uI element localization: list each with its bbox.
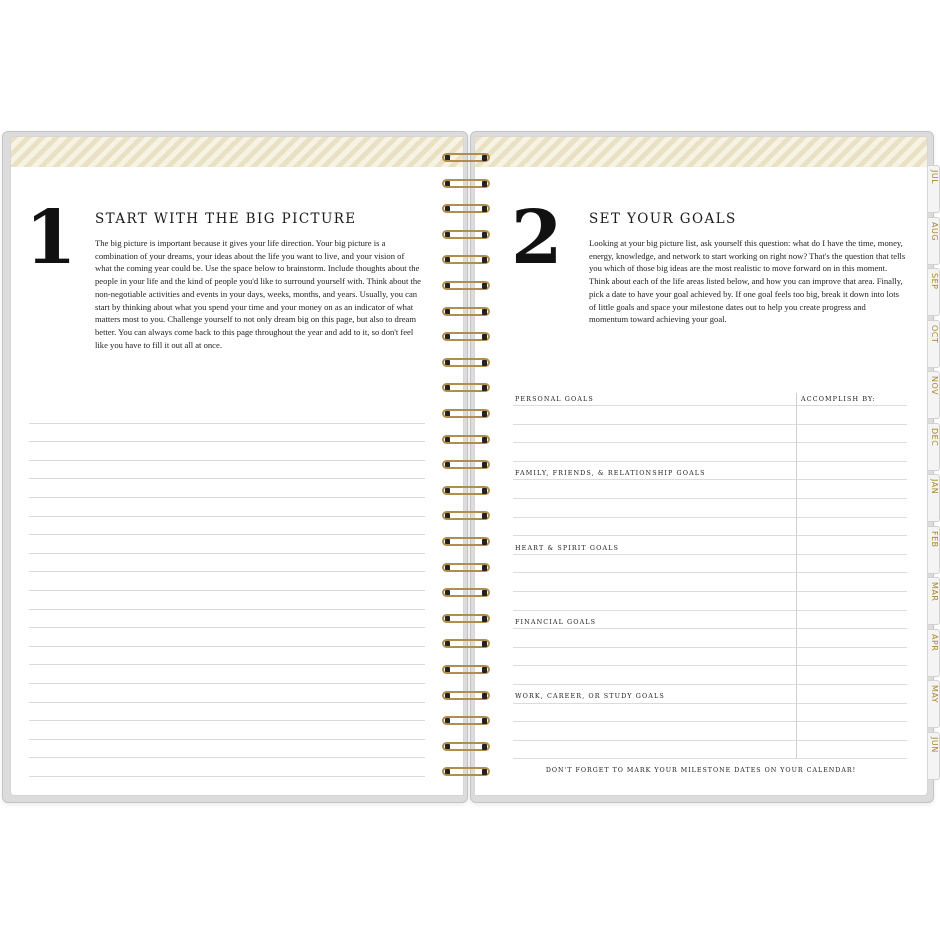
spiral-ring [436,611,496,627]
writing-line [29,665,425,684]
goal-line [513,758,907,759]
goal-line [513,442,907,443]
month-tab-sep[interactable] [928,268,940,316]
month-tab-aug[interactable] [928,217,940,265]
writing-line [29,610,425,629]
writing-line [29,442,425,461]
writing-line [29,572,425,591]
month-tab-label: JUN [930,736,939,753]
month-tab-jul[interactable] [928,165,940,213]
goal-line [513,535,907,536]
writing-line [29,647,425,666]
section-number-2: 2 [511,195,563,281]
month-tab-label: JAN [930,479,939,495]
goal-line [513,479,907,480]
month-tab-label: MAR [930,582,939,602]
month-tab-label: DEC [930,427,939,446]
accomplish-column-divider [796,393,797,759]
writing-line [29,498,425,517]
spiral-ring [436,662,496,678]
left-heading: START WITH THE BIG PICTURE [95,211,357,227]
goal-line [513,665,907,666]
goal-line [513,610,907,611]
spiral-ring [436,432,496,448]
spiral-ring [436,713,496,729]
spiral-ring [436,278,496,294]
spiral-ring [436,764,496,780]
writing-line [29,684,425,703]
goal-line [513,517,907,518]
spiral-ring [436,304,496,320]
spiral-ring [436,534,496,550]
goal-section-label: WORK, CAREER, OR STUDY GOALS [515,692,665,700]
month-tab-label: OCT [930,324,939,343]
writing-line [29,405,425,424]
top-stripe-band [475,137,927,167]
month-tab-label: JUL [930,170,939,185]
goal-line [513,498,907,499]
spiral-ring [436,560,496,576]
month-tab-oct[interactable] [928,320,940,368]
month-tab-label: MAY [930,685,939,704]
month-tab-feb[interactable] [928,526,940,574]
left-body-text: The big picture is important because it gives your life direction. Your big picture is a combination of your dreams, your ideas about the life you want to live, and your vision of what the coming year could be. Use the space below to brainstorm. Include thoughts about the people in your life and the kind of people you'd like to surround yourself with. Think about the non-negotiable activities and events in your days, weeks, months, and years. Usually, you can start by thinking about what you spend your time and your money on as an indicator of what matters most to you. Challenge yourself to not only dream big on this page, but also to dream better. You can always come back to this page throughout the year and add to it, so don't feel like you have to fill it out all at once. [95,238,421,350]
writing-lines [29,405,425,777]
spiral-binding [436,150,496,790]
writing-line [29,461,425,480]
goal-line [513,740,907,741]
month-tab-label: SEP [930,273,939,290]
spiral-ring [436,380,496,396]
goal-line [513,703,907,704]
spiral-ring [436,457,496,473]
goal-line [513,461,907,462]
month-tab-dec[interactable] [928,423,940,471]
goal-line [513,591,907,592]
goal-section-label: FAMILY, FRIENDS, & RELATIONSHIP GOALS [515,469,706,477]
month-tab-label: APR [930,633,939,651]
goal-line [513,554,907,555]
goal-line [513,572,907,573]
month-tab-nov[interactable] [928,371,940,419]
writing-line [29,424,425,443]
writing-line [29,628,425,647]
goal-line [513,684,907,685]
month-tab-may[interactable] [928,680,940,728]
month-tab-apr[interactable] [928,629,940,677]
top-stripe-band [11,137,463,167]
spiral-ring [436,201,496,217]
goal-section-label: PERSONAL GOALS [515,395,594,403]
month-tab-label: NOV [930,376,939,396]
goal-section-label: FINANCIAL GOALS [515,618,597,626]
writing-line [29,479,425,498]
writing-line [29,591,425,610]
goal-line [513,721,907,722]
spiral-ring [436,150,496,166]
spiral-ring [436,252,496,268]
month-tab-label: AUG [930,221,939,241]
spiral-ring [436,636,496,652]
writing-line [29,758,425,777]
month-tab-mar[interactable] [928,577,940,625]
spiral-ring [436,406,496,422]
month-tab-jun[interactable] [928,732,940,780]
spiral-ring [436,739,496,755]
writing-line [29,554,425,573]
goal-line [513,424,907,425]
goal-line [513,628,907,629]
accomplish-by-label: ACCOMPLISH BY: [801,395,876,403]
writing-line [29,517,425,536]
left-page [10,136,464,796]
spiral-ring [436,227,496,243]
spiral-ring [436,483,496,499]
spiral-ring [436,688,496,704]
month-tab-label: FEB [930,530,939,548]
writing-line [29,535,425,554]
right-body-text: Looking at your big picture list, ask yourself this question: what do I have the time, money, energy, knowledge, and network to start working on right now? That's the question that tells you which of those big ideas are the most realistic to move forward on in this moment. Think about each of the life areas listed below, and how you can improve that area. Finally, pick a date to have your goal achieved by. If one goal feels too big, break it down into lots of little goals and space your milestone dates out to help you create progress and momentum toward achieving your goal. [589,238,906,325]
goal-line [513,405,907,406]
right-page [474,136,928,796]
right-heading: SET YOUR GOALS [589,211,737,227]
milestone-reminder: DON'T FORGET TO MARK YOUR MILESTONE DATES ON YOUR CALENDAR! [545,767,857,774]
goal-section-label: HEART & SPIRIT GOALS [515,544,619,552]
writing-line [29,721,425,740]
goal-line [513,647,907,648]
month-tabs [928,165,940,785]
writing-line [29,740,425,759]
spiral-ring [436,176,496,192]
section-number-1: 1 [25,195,77,281]
spiral-ring [436,508,496,524]
spiral-ring [436,329,496,345]
month-tab-jan[interactable] [928,474,940,522]
writing-line [29,703,425,722]
spiral-ring [436,585,496,601]
spiral-ring [436,355,496,371]
